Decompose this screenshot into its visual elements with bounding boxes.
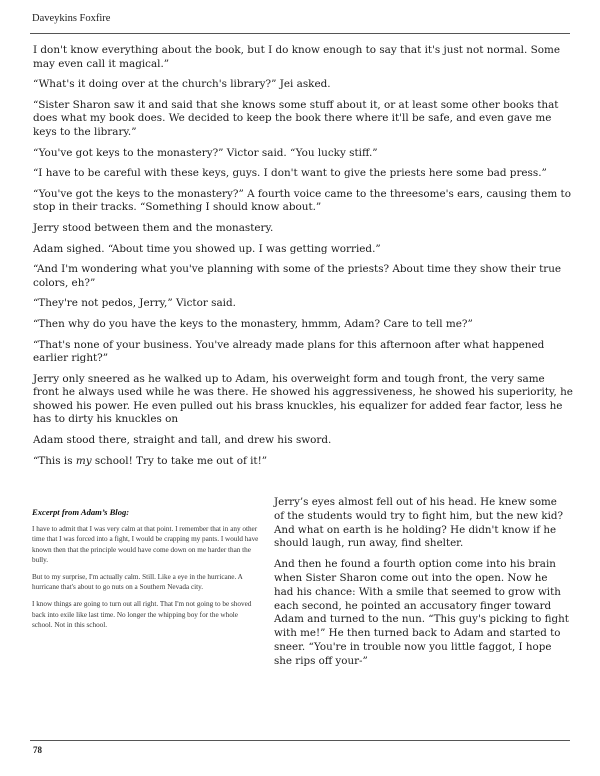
body-paragraph: Jerry stood between them and the monastery. [33, 221, 274, 234]
body-paragraph: I don't know everything about the book, but I do know enough to say that it's just not normal. Some may even call it magical.” [33, 44, 560, 70]
body-paragraph: “You've got the keys to the monastery?” A fourth voice came to the threesome's ears, causing them to stop in their tracks. “Something I should know about.” [33, 187, 571, 214]
sidebar-paragraph: But to my surprise, I'm actually calm. Still. Like a eye in the hurricane. A hurricane that's about to go nuts on a Southern Nevada city. [32, 573, 243, 592]
header-divider [30, 33, 570, 34]
last-line-end: school! Try to take me out of it!” [91, 454, 268, 467]
page-number: 78 [33, 745, 42, 755]
body-paragraph: “What's it doing over at the church's library?” Jei asked. [33, 78, 331, 91]
blog-excerpt-sidebar [32, 507, 260, 637]
body-paragraph: “Then why do you have the keys to the monastery, hmmm, Adam? Care to tell me?” [33, 317, 473, 330]
body-paragraph: Adam stood there, straight and tall, and drew his sword. [33, 434, 332, 447]
body-paragraph: Adam sighed. “About time you showed up. I was getting worried.” [33, 242, 381, 255]
main-body-text [33, 44, 573, 475]
body-paragraph: “They're not pedos, Jerry,” Victor said. [33, 297, 236, 310]
emphasized-word: my [75, 454, 92, 467]
body-paragraph: “I have to be careful with these keys, guys. I don't want to give the priests here some bad press.” [33, 167, 547, 180]
sidebar-title: Excerpt from Adam’s Blog: [32, 507, 130, 517]
body-paragraph: Jerry only sneered as he walked up to Adam, his overweight form and tough front, the very same front he always used while he was there. He showed his aggressiveness, he showed his superiority, he showed his power. He even pulled out his brass knuckles, his equalizer for added fear factor, less he has to dirty his knuckles on [33, 372, 573, 426]
footer-divider [30, 740, 570, 741]
last-line-start: “This is [33, 454, 76, 467]
sidebar-paragraph: I have to admit that I was very calm at that point. I remember that in any other time that I was forced into a fight, I would be crapping my pants. I would have known then that the principle would have come down on me harder than the bully. [32, 525, 259, 564]
body-paragraph: “And I'm wondering what you've planning with some of the priests? About time they show their true colors, eh?” [33, 263, 562, 289]
body-paragraph: “Sister Sharon saw it and said that she knows some stuff about it, or at least some other books that does what my book does. We decided to keep the book there where it'll be safe, and even gave me keys to the library.” [33, 98, 559, 138]
right-column-text [274, 496, 570, 676]
running-header: Daveykins Foxfire [32, 13, 111, 24]
body-paragraph: “You've got keys to the monastery?” Victor said. “You lucky stiff.” [33, 146, 378, 159]
sidebar-paragraph: I know things are going to turn out all right. That I'm not going to be shoved back into exile like last time. No longer the whipping boy for the whole school. Not in this school. [32, 600, 252, 629]
body-paragraph: “That's none of your business. You've already made plans for this afternoon after what happened earlier right?” [33, 338, 545, 365]
body-paragraph-last [33, 455, 573, 469]
right-column-paragraph: Jerry’s eyes almost fell out of his head. He knew some of the students would try to fight him, but the new kid? And what on earth is he holding? He didn't know if he should laugh, run away, find shelter. [274, 496, 564, 550]
right-column-paragraph: And then he found a fourth option come into his brain when Sister Sharon come out into the open. Now he had his chance: With a smile that seemed to grow with each second, he pointed an accusatory finger toward Adam and turned to the nun. “This guy's picking to fight with me!” He then turned back to Adam and started to sneer. “You're in trouble now you little faggot, I hope she rips off your-” [274, 558, 569, 667]
